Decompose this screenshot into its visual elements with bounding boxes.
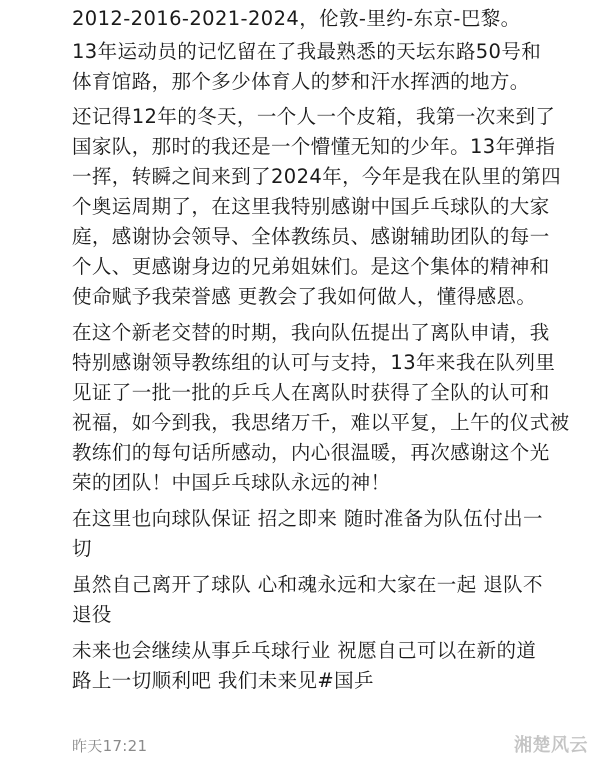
post-line: 13年运动员的记忆留在了我最熟悉的天坛东路50号和	[72, 40, 542, 63]
post-line: 2012-2016-2021-2024，伦敦-里约-东京-巴黎。	[72, 7, 521, 30]
post-line: 见证了一批一批的乒乓人在离队时获得了全队的认可和	[72, 381, 550, 404]
post-line: 荣的团队！中国乒乓球队永远的神！	[72, 471, 391, 494]
post-line: 未来也会继续从事乒乓球行业 祝愿自己可以在新的道	[72, 639, 537, 662]
post-line: 特别感谢领导教练组的认可与支持，13年来我在队列里	[72, 351, 556, 374]
post-line: 体育馆路，那个多少体育人的梦和汗水挥洒的地方。	[72, 70, 530, 93]
post-line: 路上一切顺利吧 我们未来见#国乒	[72, 669, 374, 692]
watermark: 湘楚风云	[514, 735, 588, 756]
post-line: 虽然自己离开了球队 心和魂永远和大家在一起 退队不	[72, 573, 543, 596]
post-line: 一挥，转瞬之间来到了2024年，今年是我在队里的第四	[72, 165, 562, 188]
post-timestamp: 昨天17:21	[72, 737, 148, 755]
post-line: 个人、更感谢身边的兄弟姐妹们。是这个集体的精神和	[72, 255, 550, 278]
post-line: 教练们的每句话所感动，内心很温暖，再次感谢这个光	[72, 441, 550, 464]
post-line: 使命赋予我荣誉感 更教会了我如何做人，懂得感恩。	[72, 285, 537, 308]
post-line: 国家队，那时的我还是一个懵懂无知的少年。13年弹指	[72, 135, 556, 158]
post-line: 退役	[72, 603, 112, 626]
post-line: 切	[72, 537, 92, 560]
post-line: 在这个新老交替的时期，我向队伍提出了离队申请，我	[72, 321, 550, 344]
post-line: 祝福，如今到我，我思绪万千，难以平复，上午的仪式被	[72, 411, 570, 434]
post-line: 在这里也向球队保证 招之即来 随时准备为队伍付出一	[72, 507, 543, 530]
post-line: 个奥运周期了，在这里我特别感谢中国乒乓球队的大家	[72, 195, 550, 218]
post-line: 庭，感谢协会领导、全体教练员、感谢辅助团队的每一	[72, 225, 550, 248]
post-line: 还记得12年的冬天，一个人一个皮箱，我第一次来到了	[72, 105, 556, 128]
